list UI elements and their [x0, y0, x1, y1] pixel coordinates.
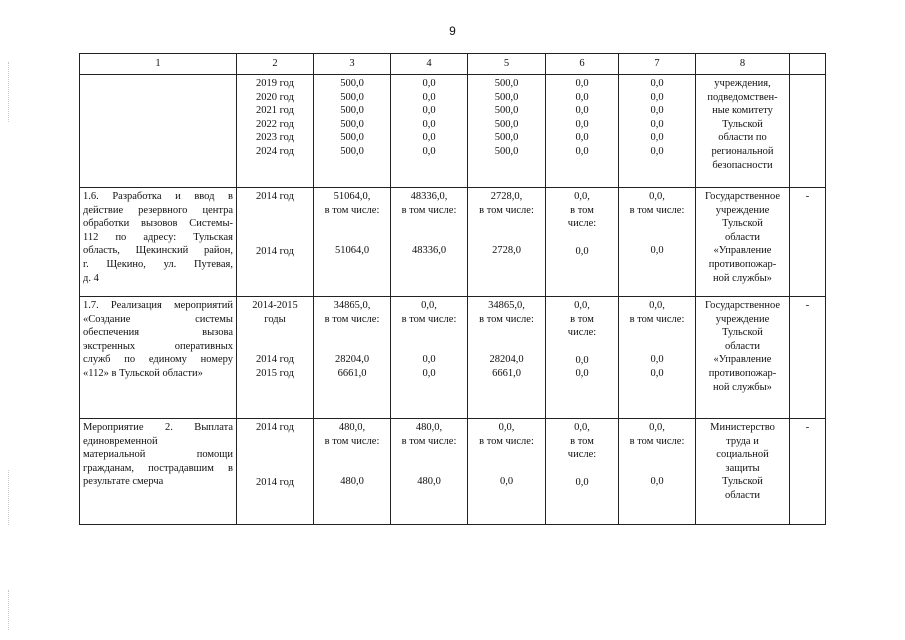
responsible-agency	[696, 75, 790, 188]
table-header-row	[80, 54, 826, 75]
value-note: в том числе:	[324, 204, 380, 216]
value-cell	[619, 297, 696, 419]
expected-result: -	[790, 297, 826, 419]
header-cell: 3	[314, 54, 391, 75]
agency-line: «Управление	[713, 245, 772, 257]
value-note: числе:	[567, 327, 597, 339]
year-label: 2014 год	[256, 476, 294, 488]
value-note: в том	[570, 435, 594, 447]
program-table	[79, 53, 826, 525]
header-cell: 4	[391, 54, 468, 75]
header-cell: 2	[237, 54, 314, 75]
value-note: в том числе:	[629, 313, 685, 325]
agency-line: области по	[718, 132, 767, 144]
value: 0,0	[575, 354, 589, 366]
responsible-agency	[696, 188, 790, 297]
agency-line: Тульской	[722, 327, 763, 339]
value: 0,0	[650, 118, 664, 130]
value: 0,0,	[574, 422, 590, 433]
description-line: результате смерча	[83, 476, 164, 488]
value: 0,0	[575, 476, 589, 488]
value-note: в том числе:	[629, 204, 685, 216]
value: 0,0	[650, 145, 664, 157]
value: 0,0,	[649, 191, 665, 202]
row-description	[80, 188, 237, 297]
agency-line: Тульской	[722, 118, 763, 130]
table-row	[80, 188, 826, 297]
value-cell	[468, 419, 546, 525]
description-line: 1.6. Разработка и ввод в	[83, 191, 233, 202]
description-line: «112» в Тульской области»	[83, 367, 203, 379]
description-line: обеспечения вызова	[83, 327, 233, 339]
year-label: 2021 год	[256, 105, 294, 117]
agency-line: учреждения,	[714, 78, 771, 89]
agency-line: социальной	[716, 449, 769, 461]
period-label: 2014-2015	[252, 300, 298, 311]
value-cell	[468, 188, 546, 297]
description-line: г. Щекино, ул. Путевая,	[83, 258, 233, 270]
value: 28204,0	[334, 354, 370, 366]
row-description	[80, 75, 237, 188]
description-line: 1.7. Реализация мероприятий	[83, 300, 233, 311]
year-label: 2014 год	[256, 245, 294, 257]
value: 0,0	[650, 91, 664, 103]
value: 0,0,	[421, 300, 437, 311]
value: 48336,0	[411, 245, 447, 257]
value: 0,0	[499, 476, 514, 488]
period-cell	[237, 297, 314, 419]
agency-line: области	[724, 489, 761, 501]
agency-line: безопасности	[712, 159, 773, 171]
table-row	[80, 75, 826, 188]
period-cell	[237, 419, 314, 525]
value: 0,0	[422, 118, 436, 130]
value: 0,0	[575, 91, 589, 103]
value: 500,0	[494, 91, 519, 103]
header-cell: 6	[546, 54, 619, 75]
value: 6661,0	[492, 367, 521, 379]
value-note: в том	[570, 204, 594, 216]
value-cell	[546, 419, 619, 525]
value: 0,0	[575, 145, 589, 157]
agency-line: Тульской	[722, 218, 763, 230]
year-label: 2023 год	[256, 132, 294, 144]
value-list	[314, 75, 391, 188]
value: 0,0	[575, 132, 589, 144]
value: 500,0	[340, 118, 364, 130]
value: 6661,0	[337, 367, 367, 379]
agency-line: «Управление	[713, 354, 772, 366]
agency-line: Министерство	[710, 422, 775, 433]
value: 0,0	[650, 367, 664, 379]
description-line: действие резервного центра	[83, 204, 233, 216]
table-row	[80, 419, 826, 525]
header-cell	[790, 54, 826, 75]
description-line: служб по единому номеру	[83, 354, 233, 366]
expected-result: -	[790, 419, 826, 525]
value: 0,0	[422, 132, 436, 144]
year-list	[237, 75, 314, 188]
left-margin-mark	[8, 62, 10, 122]
value: 34865,0,	[333, 300, 371, 311]
value: 0,0,	[649, 422, 665, 433]
value-note: в том числе:	[401, 204, 457, 216]
agency-line: области	[724, 231, 761, 243]
agency-line: защиты	[725, 462, 760, 474]
value-cell	[468, 297, 546, 419]
value-cell	[314, 188, 391, 297]
description-line: единовременной	[83, 435, 158, 447]
responsible-agency	[696, 419, 790, 525]
agency-line: противопожар-	[708, 367, 777, 379]
value-note: в том числе:	[479, 313, 534, 325]
agency-line: учреждение	[715, 313, 770, 325]
expected-result	[790, 75, 826, 188]
value: 0,0	[422, 145, 436, 157]
left-margin-mark	[8, 470, 10, 525]
year-label: 2015 год	[256, 367, 294, 379]
value: 2728,0	[492, 245, 521, 257]
value: 500,0	[494, 105, 519, 117]
agency-line: противопожар-	[708, 258, 777, 270]
value-note: в том числе:	[479, 204, 534, 216]
value: 0,0	[650, 132, 664, 144]
value: 480,0,	[338, 422, 366, 433]
value: 0,0	[650, 78, 664, 89]
value-cell	[619, 188, 696, 297]
value: 48336,0,	[410, 191, 448, 202]
agency-line: ной службы»	[713, 381, 772, 393]
header-cell: 7	[619, 54, 696, 75]
value: 0,0,	[649, 300, 665, 311]
header-cell: 8	[696, 54, 790, 75]
value: 2728,0,	[490, 191, 523, 202]
agency-line: подведомствен-	[707, 91, 778, 103]
value: 500,0	[494, 78, 519, 89]
description-line: 112 по адресу: Тульская	[83, 231, 233, 243]
header-cell: 1	[80, 54, 237, 75]
value-note: в том числе:	[479, 435, 534, 447]
agency-line: Государственное	[704, 191, 781, 202]
agency-line: ной службы»	[713, 272, 772, 284]
value: 480,0	[340, 476, 364, 488]
value: 480,0,	[415, 422, 443, 433]
agency-line: региональной	[711, 145, 774, 157]
value: 51064,0,	[333, 191, 371, 202]
value-cell	[546, 188, 619, 297]
row-description	[80, 297, 237, 419]
period-cell	[237, 188, 314, 297]
value: 51064,0	[334, 245, 370, 257]
responsible-agency	[696, 297, 790, 419]
value-note: в том числе:	[324, 435, 380, 447]
description-line: Мероприятие 2. Выплата	[83, 422, 233, 433]
value: 0,0	[575, 118, 589, 130]
header-cell: 5	[468, 54, 546, 75]
value-note: в том числе:	[401, 435, 457, 447]
value: 0,0	[650, 476, 664, 488]
value-note: в том числе:	[629, 435, 685, 447]
value: 500,0	[494, 132, 519, 144]
year-label: 2014 год	[256, 354, 294, 366]
year-label: 2014 год	[256, 422, 294, 433]
value: 0,0	[650, 245, 664, 257]
agency-line: труда и	[726, 435, 759, 447]
value-note: в том числе:	[324, 313, 380, 325]
description-line: область, Щекинский район,	[83, 245, 233, 257]
value-cell	[619, 419, 696, 525]
value-list	[391, 75, 468, 188]
value: 0,0,	[498, 422, 515, 433]
value-cell	[391, 297, 468, 419]
description-line: обработки вызовов Системы-	[83, 218, 233, 230]
value: 500,0	[494, 118, 519, 130]
value-list	[468, 75, 546, 188]
value: 34865,0,	[488, 300, 525, 311]
value: 500,0	[340, 132, 364, 144]
value: 0,0	[422, 105, 436, 117]
agency-line: Тульской	[722, 476, 763, 488]
value: 500,0	[340, 78, 364, 89]
year-label: 2020 год	[256, 91, 294, 103]
value-note: числе:	[567, 449, 597, 461]
value: 480,0	[417, 476, 441, 488]
value: 28204,0	[489, 354, 524, 366]
value: 0,0	[422, 91, 436, 103]
year-label: 2022 год	[256, 118, 294, 130]
value-note: в том	[570, 313, 594, 325]
description-line: «Создание системы	[83, 313, 233, 325]
year-label: 2019 год	[256, 78, 294, 89]
value: 0,0	[422, 367, 436, 379]
value: 0,0,	[574, 300, 590, 311]
value: 0,0	[575, 78, 589, 89]
agency-line: учреждение	[715, 204, 770, 216]
value-note: в том числе:	[401, 313, 457, 325]
value-cell	[391, 188, 468, 297]
description-line: д. 4	[83, 272, 99, 284]
value-list	[546, 75, 619, 188]
value: 0,0	[422, 78, 436, 89]
value: 500,0	[494, 145, 519, 157]
value: 0,0	[422, 354, 436, 366]
left-margin-mark	[8, 590, 10, 630]
expected-result: -	[790, 188, 826, 297]
agency-line: ные комитету	[712, 105, 773, 117]
value-cell	[314, 297, 391, 419]
description-line: гражданам, пострадавшим в	[83, 462, 233, 474]
value: 0,0,	[574, 191, 590, 202]
value-list	[619, 75, 696, 188]
value: 0,0	[575, 105, 589, 117]
table-row	[80, 297, 826, 419]
value: 0,0	[650, 354, 664, 366]
description-line: материальной помощи	[83, 449, 233, 461]
value: 500,0	[340, 145, 364, 157]
row-description	[80, 419, 237, 525]
year-label: 2024 год	[256, 145, 294, 157]
value-cell	[314, 419, 391, 525]
value-cell	[391, 419, 468, 525]
value: 0,0	[650, 105, 664, 117]
page-number: 9	[449, 24, 456, 38]
description-line: экстренных оперативных	[83, 340, 233, 352]
value: 0,0	[575, 368, 589, 380]
value-cell	[546, 297, 619, 419]
value: 500,0	[340, 105, 364, 117]
value: 500,0	[340, 91, 364, 103]
period-label: годы	[264, 313, 286, 325]
value-note: числе:	[567, 218, 597, 230]
agency-line: Государственное	[704, 300, 781, 311]
agency-line: области	[724, 340, 761, 352]
value: 0,0	[575, 245, 589, 257]
year-label: 2014 год	[256, 191, 294, 202]
